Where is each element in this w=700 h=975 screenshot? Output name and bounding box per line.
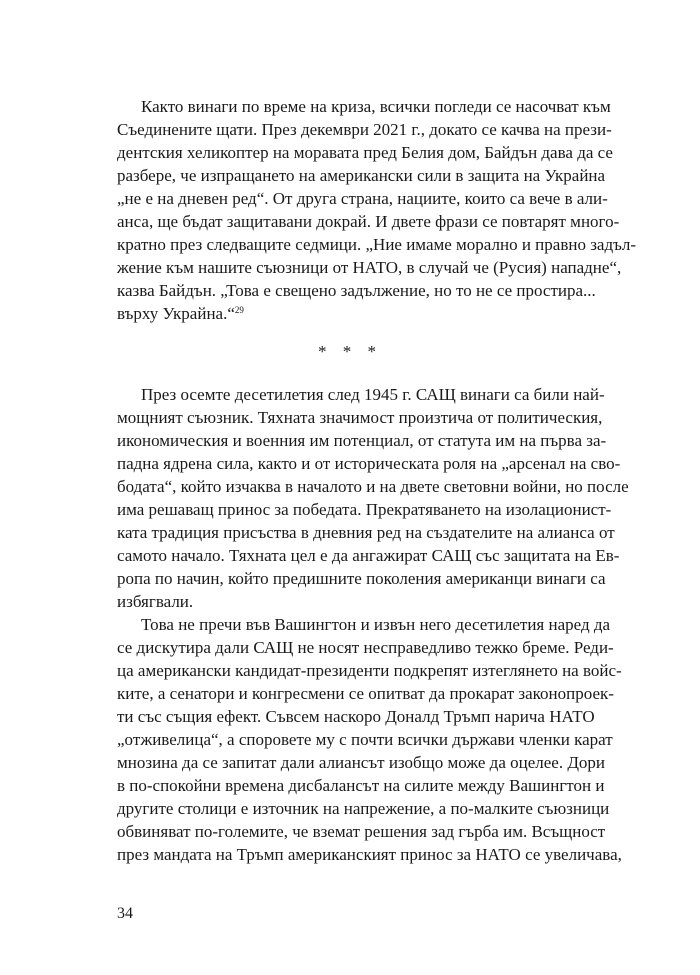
paragraph-2 <box>117 383 629 613</box>
text-line: мнозина да се запитат дали алиансът изобщо може да оцелее. Дори <box>117 753 606 772</box>
text-line: се дискутира дали САЩ не носят несправедливо тежко бреме. Реди- <box>117 638 614 657</box>
text-line: Това не пречи във Вашингтон и извън него десетилетия наред да <box>141 615 611 634</box>
text-line: ти със същия ефект. Съвсем наскоро Доналд Тръмп нарича НАТО <box>117 707 595 726</box>
text-line: другите столици е източник на напрежение, а по-малките съюзници <box>117 799 610 818</box>
text-line: През осемте десетилетия след 1945 г. САЩ винаги са били най- <box>141 385 605 404</box>
text-line: ропа по начин, който предишните поколения американци винаги са <box>117 569 606 588</box>
text-line: анса, ще бъдат защитавани докрай. И двете фрази се повтарят много- <box>117 212 620 231</box>
text-line <box>117 302 583 325</box>
text-line: разбере, че изпращането на американски сили в защита на Украйна <box>117 166 606 185</box>
text-line: кратно през следващите седмици. „Ние имаме морално и правно задъл- <box>117 235 637 254</box>
text-line: обвиняват по-големите, че вземат решения зад гърба им. Всъщност <box>117 822 606 841</box>
text-line: „не е на дневен ред“. От друга страна, нациите, които са вече в али- <box>117 189 608 208</box>
text-line: икономическия и военния им потенциал, от статута им на първа за- <box>117 431 607 450</box>
paragraph-3 <box>117 613 622 866</box>
footnote-reference: 29 <box>234 305 244 315</box>
text-line: дентския хеликоптер на моравата пред Белия дом, Байдън дава да се <box>117 143 613 162</box>
text-line: падна ядрена сила, както и от историческата роля на „арсенал на сво- <box>117 454 621 473</box>
text-line: мощният съюзник. Тяхната значимост произтича от политическия, <box>117 408 603 427</box>
text-line: казва Байдън. „Това е свещено задължение, но то не се простира... <box>117 281 596 300</box>
text-line: избягвали. <box>117 592 194 611</box>
text-line: жение към нашите съюзници от НАТО, в случай че (Русия) нападне“, <box>117 258 622 277</box>
section-separator: * * * <box>318 342 382 361</box>
text-line: ца американски кандидат-президенти подкрепят изтеглянето на войс- <box>117 661 622 680</box>
text-line: ката традиция присъства в дневния ред на създателите на алианса от <box>117 523 615 542</box>
text-line: „отживелица“, а споровете му с почти всички държави членки карат <box>117 730 613 749</box>
text-line: самото начало. Тяхната цел е да ангажират САЩ със защитата на Ев- <box>117 546 620 565</box>
page-number: 34 <box>117 905 133 922</box>
text-line: ките, а сенатори и конгресмени се опитват да прокарат законопроек- <box>117 684 614 703</box>
paragraph-1 <box>117 95 637 325</box>
text-line: има решаващ принос за победата. Прекратяването на изолационист- <box>117 500 612 519</box>
text-line: Съединените щати. През декември 2021 г., докато се качва на прези- <box>117 120 612 139</box>
text-line: бодата“, който изчаква в началото и на двете световни войни, но после <box>117 477 629 496</box>
text-line: в по-спокойни времена дисбалансът на силите между Вашингтон и <box>117 776 605 795</box>
text-line: Както винаги по време на криза, всички погледи се насочват към <box>141 97 611 116</box>
text-line: през мандата на Тръмп американският принос за НАТО се увеличава, <box>117 845 622 864</box>
text-line-content: върху Украйна.“ <box>117 304 235 323</box>
